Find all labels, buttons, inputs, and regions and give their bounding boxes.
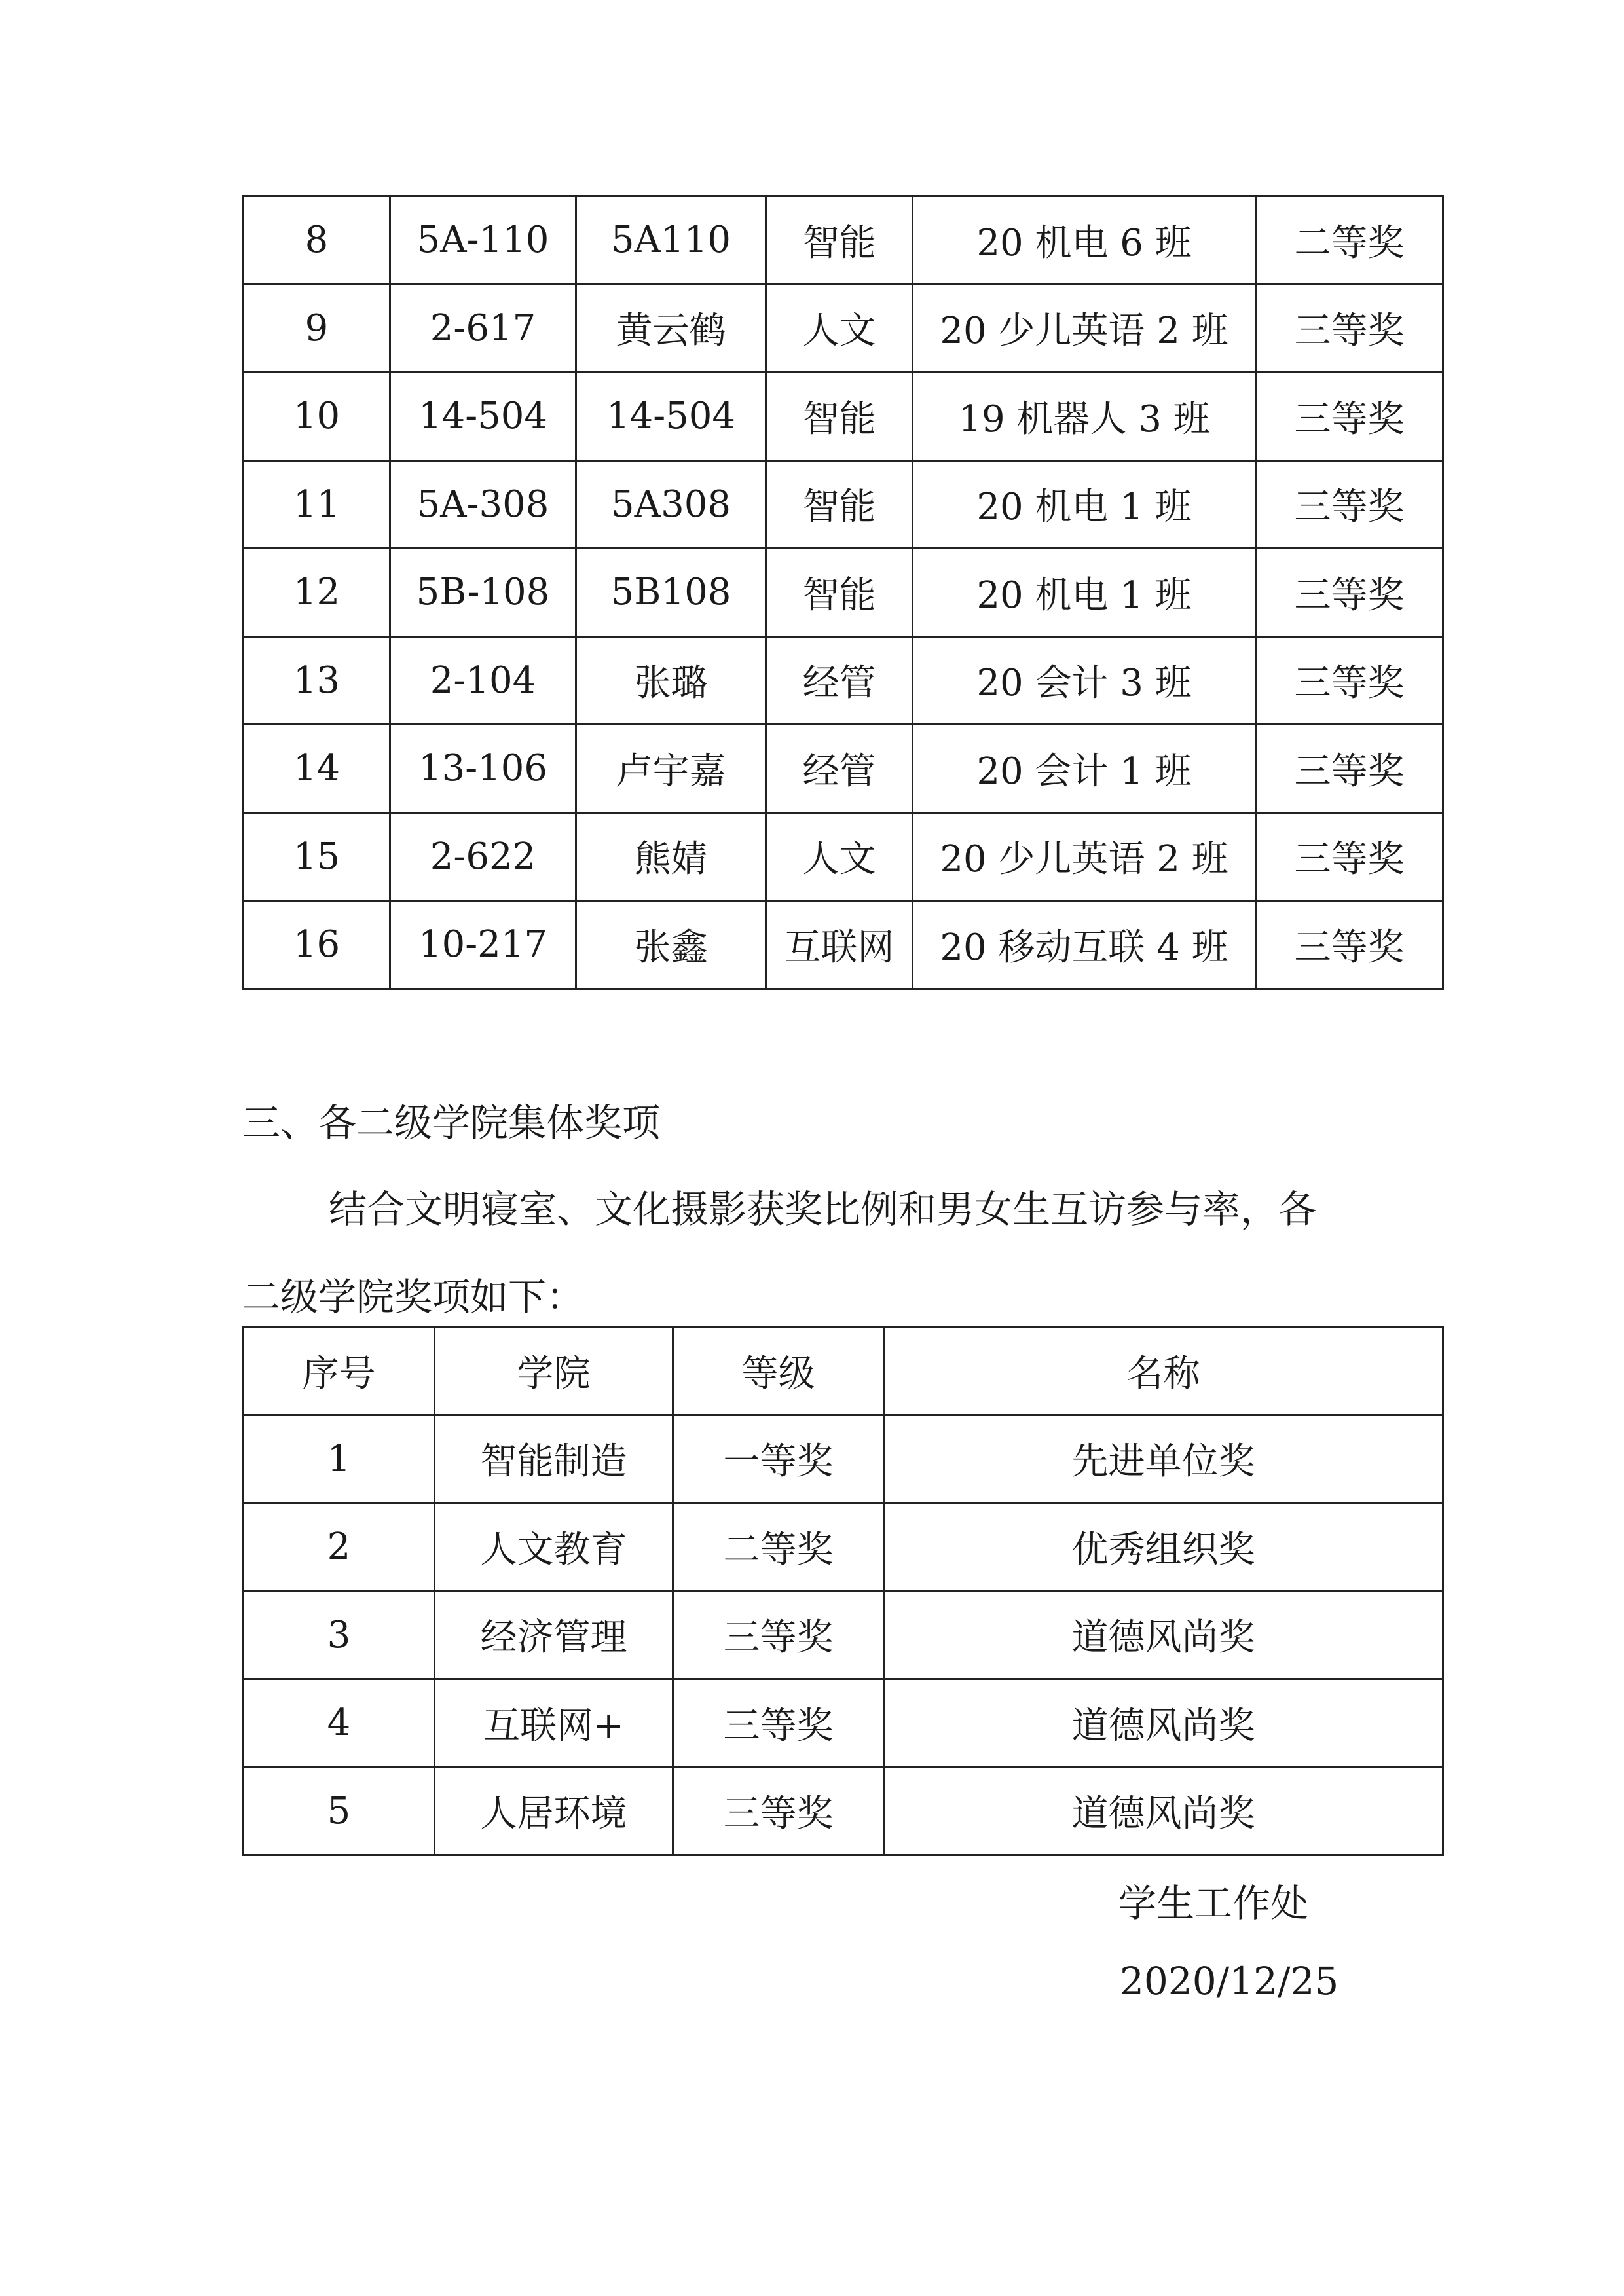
cell-index: 10	[244, 373, 390, 461]
college-awards-table-body	[244, 1415, 1443, 1855]
cell-grade: 三等奖	[673, 1679, 884, 1768]
header-cell-college: 学院	[435, 1327, 673, 1415]
cell-college: 经管	[766, 725, 913, 813]
cell-name: 熊婧	[576, 812, 766, 901]
cell-name: 黄云鹤	[576, 284, 766, 373]
paragraph-line-2: 二级学院奖项如下：	[242, 1275, 585, 1319]
cell-award: 二等奖	[1256, 196, 1443, 285]
cell-name: 5A110	[576, 196, 766, 285]
table-row	[244, 1503, 1443, 1592]
cell-room: 2-104	[390, 636, 576, 725]
dormitory-awards-table-body	[244, 196, 1443, 989]
cell-class: 19 机器人 3 班	[913, 373, 1256, 461]
header-cell-grade: 等级	[673, 1327, 884, 1415]
cell-name: 5B108	[576, 549, 766, 637]
table-row	[244, 812, 1443, 901]
cell-index: 11	[244, 460, 390, 549]
table-row	[244, 725, 1443, 813]
header-cell-index: 序号	[244, 1327, 435, 1415]
cell-award: 三等奖	[1256, 901, 1443, 989]
table-row	[244, 460, 1443, 549]
cell-award-name: 道德风尚奖	[884, 1591, 1443, 1679]
cell-class: 20 会计 3 班	[913, 636, 1256, 725]
table-row	[244, 284, 1443, 373]
cell-name: 张鑫	[576, 901, 766, 989]
cell-award: 三等奖	[1256, 812, 1443, 901]
cell-award: 三等奖	[1256, 460, 1443, 549]
cell-award: 三等奖	[1256, 284, 1443, 373]
cell-index: 15	[244, 812, 390, 901]
cell-index: 4	[244, 1679, 435, 1768]
cell-award: 三等奖	[1256, 636, 1443, 725]
cell-class: 20 移动互联 4 班	[913, 901, 1256, 989]
cell-award-name: 优秀组织奖	[884, 1503, 1443, 1592]
cell-award: 三等奖	[1256, 725, 1443, 813]
signature-date: 2020/12/25	[1120, 1959, 1339, 2003]
cell-class: 20 机电 1 班	[913, 460, 1256, 549]
cell-room: 10-217	[390, 901, 576, 989]
cell-class: 20 机电 6 班	[913, 196, 1256, 285]
cell-grade: 三等奖	[673, 1767, 884, 1855]
cell-name: 5A308	[576, 460, 766, 549]
cell-award-name: 先进单位奖	[884, 1415, 1443, 1503]
cell-index: 5	[244, 1767, 435, 1855]
cell-index: 9	[244, 284, 390, 373]
table-row	[244, 636, 1443, 725]
cell-award: 三等奖	[1256, 549, 1443, 637]
cell-index: 1	[244, 1415, 435, 1503]
cell-college: 人文教育	[435, 1503, 673, 1592]
cell-room: 2-622	[390, 812, 576, 901]
table-row	[244, 196, 1443, 285]
cell-index: 13	[244, 636, 390, 725]
cell-room: 5B-108	[390, 549, 576, 637]
cell-name: 张璐	[576, 636, 766, 725]
cell-name: 卢宇嘉	[576, 725, 766, 813]
cell-room: 2-617	[390, 284, 576, 373]
cell-index: 2	[244, 1503, 435, 1592]
cell-grade: 三等奖	[673, 1591, 884, 1679]
dormitory-awards-table	[242, 195, 1444, 990]
table-row	[244, 1415, 1443, 1503]
cell-college: 经管	[766, 636, 913, 725]
paragraph-line-1: 结合文明寝室、文化摄影获奖比例和男女生互访参与率，各	[329, 1187, 1317, 1231]
section-heading: 三、各二级学院集体奖项	[242, 1101, 661, 1145]
cell-grade: 一等奖	[673, 1415, 884, 1503]
college-awards-table	[242, 1326, 1444, 1856]
cell-college: 智能	[766, 373, 913, 461]
cell-room: 14-504	[390, 373, 576, 461]
cell-award-name: 道德风尚奖	[884, 1679, 1443, 1768]
cell-class: 20 机电 1 班	[913, 549, 1256, 637]
cell-college: 智能	[766, 549, 913, 637]
cell-college: 互联网	[766, 901, 913, 989]
cell-college: 人文	[766, 284, 913, 373]
cell-college: 人文	[766, 812, 913, 901]
table-row	[244, 1591, 1443, 1679]
cell-name: 14-504	[576, 373, 766, 461]
cell-class: 20 少儿英语 2 班	[913, 284, 1256, 373]
cell-college: 互联网+	[435, 1679, 673, 1768]
cell-index: 3	[244, 1591, 435, 1679]
cell-class: 20 少儿英语 2 班	[913, 812, 1256, 901]
cell-index: 14	[244, 725, 390, 813]
table-row	[244, 1679, 1443, 1768]
cell-grade: 二等奖	[673, 1503, 884, 1592]
cell-college: 智能制造	[435, 1415, 673, 1503]
cell-college: 智能	[766, 460, 913, 549]
table-row	[244, 373, 1443, 461]
cell-award: 三等奖	[1256, 373, 1443, 461]
cell-index: 12	[244, 549, 390, 637]
cell-college: 智能	[766, 196, 913, 285]
cell-room: 13-106	[390, 725, 576, 813]
cell-college: 人居环境	[435, 1767, 673, 1855]
cell-index: 8	[244, 196, 390, 285]
table-row	[244, 901, 1443, 989]
table-row	[244, 1767, 1443, 1855]
table-header-row	[244, 1327, 1443, 1415]
cell-room: 5A-110	[390, 196, 576, 285]
signature-office: 学生工作处	[1118, 1881, 1309, 1925]
cell-award-name: 道德风尚奖	[884, 1767, 1443, 1855]
cell-college: 经济管理	[435, 1591, 673, 1679]
cell-room: 5A-308	[390, 460, 576, 549]
header-cell-award-name: 名称	[884, 1327, 1443, 1415]
cell-class: 20 会计 1 班	[913, 725, 1256, 813]
table-row	[244, 549, 1443, 637]
cell-index: 16	[244, 901, 390, 989]
